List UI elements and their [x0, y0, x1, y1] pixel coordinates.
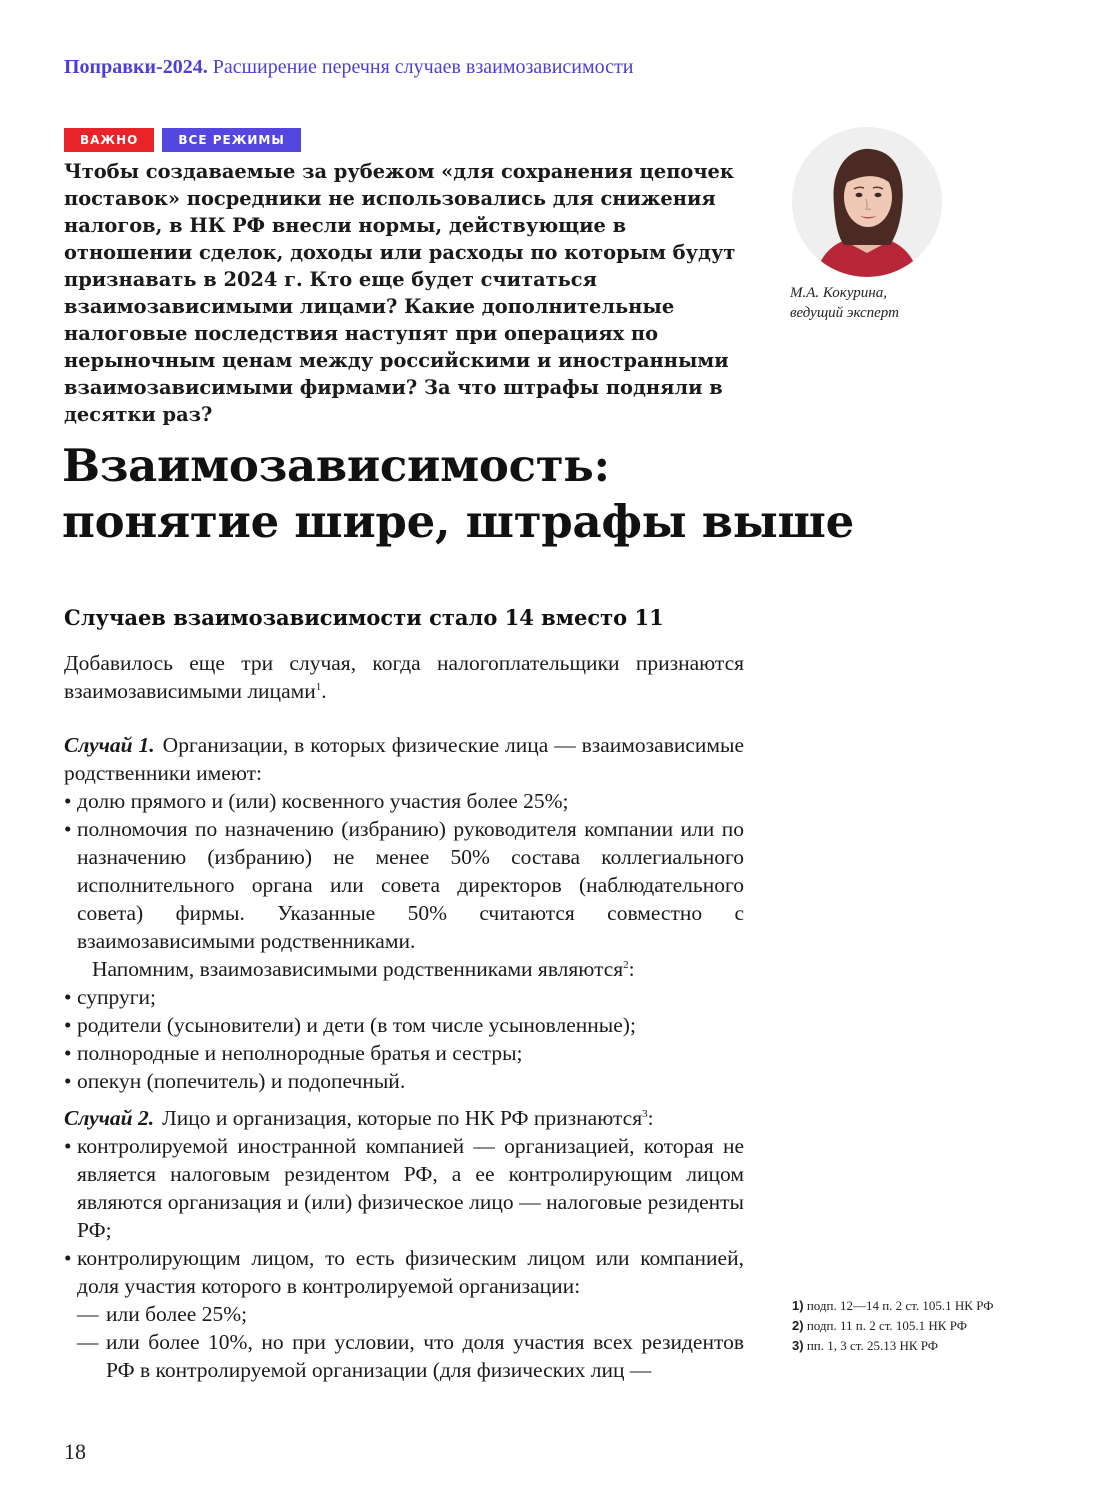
- footnote-number: 1): [792, 1298, 804, 1313]
- case-1-block: [64, 731, 744, 1095]
- header-rubric: Поправки-2024.: [64, 56, 208, 78]
- footnote-1: [792, 1296, 1032, 1316]
- tag-group: [64, 128, 301, 152]
- list-item: • супруги;: [64, 983, 744, 1011]
- article-title: [62, 438, 1022, 550]
- tag-important: ВАЖНО: [64, 128, 154, 152]
- case-2-block: [64, 1104, 744, 1384]
- running-header: [64, 53, 633, 81]
- footnote-2: [792, 1316, 1032, 1336]
- footnote-text: пп. 1, 3 ст. 25.13 НК РФ: [806, 1338, 939, 1353]
- header-subject: Расширение перечня случаев взаимозависимости: [212, 56, 634, 78]
- case-1-label: Случай 1.: [64, 733, 155, 757]
- footnote-number: 3): [792, 1338, 804, 1353]
- list-item: • контролируемой иностранной компанией — организацией, которая не является налоговым резидентом РФ, а ее контролирующим лицом являются организация и (или) физическое лицо — налоговые резиденты РФ;: [64, 1132, 744, 1244]
- list-item: • долю прямого и (или) косвенного участия более 25%;: [64, 787, 744, 815]
- intro-paragraph: [64, 649, 744, 705]
- footnote-ref-3: 3: [642, 1107, 648, 1120]
- reminder-end: :: [628, 957, 635, 981]
- case-2-end: :: [647, 1106, 654, 1130]
- dash-item: — или более 10%, но при условии, что доля участия всех резидентов РФ в контролируемой организации (для физических лиц —: [64, 1328, 744, 1384]
- case-2-label: Случай 2.: [64, 1106, 155, 1130]
- intro-text: Добавилось еще три случая, когда налогоплательщики признаются взаимозависимыми лицами: [64, 651, 744, 703]
- footnotes: [792, 1296, 1032, 1356]
- list-item: • родители (усыновители) и дети (в том числе усыновленные);: [64, 1011, 744, 1039]
- list-item: • полномочия по назначению (избранию) руководителя компании или по назначению (избранию) не менее 50% состава коллегиального исполнительного органа или совета директоров (наблюдательного совета) фирмы. Указанные 50% считаются совместно с взаимозависимыми родственниками.: [64, 815, 744, 955]
- footnote-text: подп. 12—14 п. 2 ст. 105.1 НК РФ: [806, 1298, 994, 1313]
- footnote-ref-2: 2: [623, 958, 629, 971]
- page-number: 18: [64, 1439, 86, 1464]
- list-item: • полнородные и неполнородные братья и сестры;: [64, 1039, 744, 1067]
- article-title-line-2: понятие шире, штрафы выше: [62, 495, 854, 548]
- author-portrait-image: [792, 127, 942, 277]
- intro-end: .: [321, 679, 327, 703]
- dash-item: — или более 25%;: [64, 1300, 744, 1328]
- author-name: М.А. Кокурина,: [790, 285, 887, 301]
- footnote-number: 2): [792, 1318, 804, 1333]
- list-item: • контролирующим лицом, то есть физическим лицом или компанией, доля участия которого в контролируемой организации:: [64, 1244, 744, 1300]
- footnote-text: подп. 11 п. 2 ст. 105.1 НК РФ: [806, 1318, 968, 1333]
- author-position: ведущий эксперт: [790, 305, 899, 321]
- list-item: • опекун (попечитель) и подопечный.: [64, 1067, 744, 1095]
- case-1-text: Организации, в которых физические лица — взаимозависимые родственники имеют:: [64, 733, 744, 785]
- article-title-line-1: Взаимозависимость:: [62, 439, 610, 492]
- author-photo: [792, 127, 942, 277]
- lead-paragraph: Чтобы создаваемые за рубежом «для сохранения цепочек поставок» посредники не использовались для снижения налогов, в НК РФ внесли нормы, действующие в отношении сделок, доходы или расходы по которым будут признавать в 2024 г. Кто еще будет считаться взаимозависимыми лицами? Какие дополнительные налоговые последствия наступят при операциях по нерыночным ценам между российскими и иностранными взаимозависимыми фирмами? За что штрафы подняли в десятки раз?: [64, 160, 736, 426]
- footnote-ref-1: 1: [315, 680, 322, 693]
- case-2-text: Лицо и организация, которые по НК РФ признаются: [162, 1106, 643, 1130]
- section-title: Случаев взаимозависимости стало 14 вместо 11: [64, 605, 664, 630]
- footnote-3: [792, 1336, 1032, 1356]
- reminder-text: Напомним, взаимозависимыми родственниками являются: [92, 957, 624, 981]
- author-caption: [790, 283, 899, 323]
- tag-all-regimes: ВСЕ РЕЖИМЫ: [162, 128, 300, 152]
